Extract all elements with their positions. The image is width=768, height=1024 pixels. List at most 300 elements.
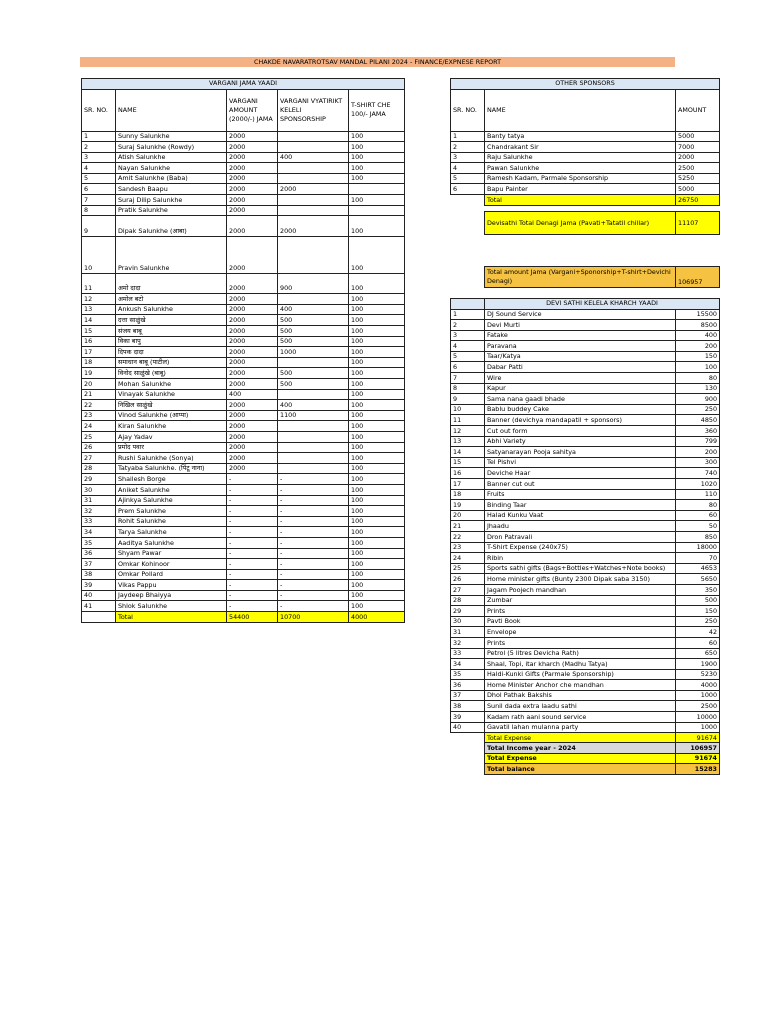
sponsorship-cell: 900 [278,274,349,294]
sr-no-cell: 23 [451,542,485,553]
sr-no-cell: 1 [82,131,116,142]
vargani-amount-cell: - [227,474,278,485]
sr-no-cell: 37 [82,559,116,570]
sr-no-cell: 14 [82,315,116,326]
sr-no-cell: 40 [82,590,116,601]
expense-amount-cell: 18000 [676,542,720,553]
sponsorship-cell: - [278,569,349,580]
sr-no-cell: 11 [82,274,116,294]
total-row [82,612,405,623]
sr-no-cell: 22 [451,531,485,542]
sr-no-cell: 30 [82,484,116,495]
vargani-amount-cell: 2000 [227,152,278,163]
sponsorship-cell [278,163,349,174]
sponsorship-cell [278,357,349,368]
summary-table [484,742,720,775]
name-cell: संजय बाबू [116,326,227,337]
expense-name-cell: Satyanarayan Pooja sahitya [485,447,676,458]
tshirt-cell: 100 [349,601,405,612]
sr-no-cell: 40 [451,722,485,733]
tshirt-cell: 100 [349,590,405,601]
sr-no-cell: 19 [451,500,485,511]
sr-no-cell: 28 [451,595,485,606]
name-cell: Omkar Kohinoor [116,559,227,570]
expense-name-cell: Banner (devichya mandapatil + sponsors) [485,415,676,426]
sponsorship-cell: - [278,548,349,559]
sponsorship-cell: 1000 [278,347,349,358]
sr-no-cell: 15 [82,326,116,337]
table-row [451,173,720,184]
expenses-table [450,298,720,744]
sr-no-cell: 32 [82,506,116,517]
sr-no-cell: 31 [82,495,116,506]
table-row [82,527,405,538]
table-row [451,415,720,426]
vargani-amount-cell: - [227,495,278,506]
expense-name-cell: Envelope [485,627,676,638]
table-row [82,205,405,216]
sr-no-cell: 24 [451,553,485,564]
name-cell: Suraj Salunkhe (Rowdy) [116,142,227,153]
table-row [451,457,720,468]
table-row [451,330,720,341]
sr-no-cell: 3 [451,152,485,163]
table-row [451,404,720,415]
sponsorship-cell [278,237,349,274]
expense-amount-cell: 2500 [676,701,720,712]
total-label: Total [485,195,676,206]
sr-no-cell: 8 [451,383,485,394]
table-row [82,131,405,142]
col-name: NAME [485,89,676,131]
expense-amount-cell: 799 [676,436,720,447]
expense-amount-cell: 200 [676,341,720,352]
expense-amount-cell: 4000 [676,680,720,691]
table-row [451,521,720,532]
sr-no-cell: 9 [451,394,485,405]
table-row [82,495,405,506]
sponsorship-cell: - [278,537,349,548]
sponsorship-cell [278,173,349,184]
name-cell: Sunny Salunkhe [116,131,227,142]
table-row [451,362,720,373]
amount-cell: 2000 [676,152,720,163]
expense-name-cell: Dhol Pathak Bakshis [485,690,676,701]
table-row [82,474,405,485]
sr-no-cell: 39 [82,580,116,591]
summary-amount: 91674 [676,753,720,764]
vargani-amount-cell: 2000 [227,205,278,216]
expenses-heading: DEVI SATHI KELELA KHARCH YAADI [485,299,720,310]
table-row [82,516,405,527]
expense-name-cell: Deviche Haar [485,468,676,479]
name-cell: Tarya Salunkhe [116,527,227,538]
vargani-amount-cell: 2000 [227,142,278,153]
expense-amount-cell: 60 [676,510,720,521]
expense-amount-cell: 250 [676,616,720,627]
sr-no-cell: 34 [82,527,116,538]
sr-no-cell: 6 [451,184,485,195]
table-row [82,590,405,601]
sr-no-cell: 35 [451,669,485,680]
sr-no-cell: 36 [82,548,116,559]
name-cell: अमोल बटो [116,294,227,305]
sr-no-cell: 4 [451,163,485,174]
expense-amount-cell: 5650 [676,574,720,585]
tshirt-cell: 100 [349,421,405,432]
table-row [82,237,405,274]
expense-amount-cell: 400 [676,330,720,341]
sponsorship-cell [278,442,349,453]
vargani-amount-cell: 2000 [227,347,278,358]
sponsorship-cell: 500 [278,336,349,347]
name-cell: दिपक दादा [116,347,227,358]
name-cell: Aaditya Salunkhe [116,537,227,548]
sr-no-cell: 39 [451,712,485,723]
sr-no-cell: 25 [82,431,116,442]
sponsors-heading: OTHER SPONSORS [451,79,720,90]
amount-cell: 5000 [676,184,720,195]
sr-no-cell: 38 [82,569,116,580]
col-sponsorship: VARGANI VYATIRIKT KELELI SPONSORSHIP [278,89,349,131]
tshirt-cell: 100 [349,131,405,142]
table-row [82,195,405,206]
table-row [451,489,720,500]
table-row [82,304,405,315]
expense-name-cell: Home Minister Anchor che mandhan [485,680,676,691]
table-row [82,389,405,400]
name-cell: Mohan Salunkhe [116,379,227,390]
expense-name-cell: Shaal, Topi, itar kharch (Madhu Tatya) [485,659,676,670]
vargani-amount-cell: 2000 [227,315,278,326]
vargani-amount-cell: 2000 [227,379,278,390]
total-vargani: 54400 [227,612,278,623]
amount-cell: 5250 [676,173,720,184]
sr-no-cell: 14 [451,447,485,458]
tshirt-cell: 100 [349,294,405,305]
sponsorship-cell: 2000 [278,216,349,237]
tshirt-cell: 100 [349,400,405,411]
table-row [451,184,720,195]
name-cell: Rushi Salunkhe (Sonya) [116,453,227,464]
name-cell: Sandesh Baapu [116,184,227,195]
sponsorship-cell: 2000 [278,184,349,195]
tshirt-cell: 100 [349,216,405,237]
vargani-amount-cell: 2000 [227,431,278,442]
expense-name-cell: Petrol (5 litres Devicha Rath) [485,648,676,659]
total-row [451,195,720,206]
sponsorship-cell: - [278,601,349,612]
table-row [451,436,720,447]
table-row [451,584,720,595]
table-row [451,690,720,701]
expense-amount-cell: 4653 [676,563,720,574]
expense-name-cell: Abhi Variety [485,436,676,447]
name-cell: Omkar Pollard [116,569,227,580]
sr-no-cell: 1 [451,131,485,142]
sr-no-cell: 38 [451,701,485,712]
name-cell: Chandrakant Sir [485,142,676,153]
expense-amount-cell: 150 [676,351,720,362]
sr-no-cell: 26 [82,442,116,453]
sponsorship-cell: 400 [278,304,349,315]
sr-no-cell: 9 [82,216,116,237]
sr-no-cell: 6 [82,184,116,195]
sponsorship-cell [278,421,349,432]
total-amount: 26750 [676,195,720,206]
sr-no-cell: 12 [451,426,485,437]
sr-no-cell: 20 [82,379,116,390]
sr-no-cell: 41 [82,601,116,612]
table-row [451,479,720,490]
vargani-amount-cell: 2000 [227,237,278,274]
sr-no-cell: 3 [451,330,485,341]
expense-amount-cell: 1000 [676,690,720,701]
name-cell: Amit Salunkhe (Baba) [116,173,227,184]
sr-no-cell: 32 [451,637,485,648]
col-sr-no: SR. NO. [451,89,485,131]
table-row [82,506,405,517]
name-cell: Ajay Yadav [116,431,227,442]
table-row [451,616,720,627]
table-row [82,484,405,495]
vargani-amount-cell: 2000 [227,357,278,368]
sr-no-cell: 15 [451,457,485,468]
name-cell: Nayan Salunkhe [116,163,227,174]
tshirt-cell: 100 [349,336,405,347]
tshirt-cell: 100 [349,304,405,315]
sr-no-cell: 2 [451,142,485,153]
vargani-amount-cell: 2000 [227,421,278,432]
vargani-amount-cell: 2000 [227,304,278,315]
expense-amount-cell: 80 [676,373,720,384]
sr-no-cell: 21 [82,389,116,400]
tshirt-cell: 100 [349,474,405,485]
expense-amount-cell: 42 [676,627,720,638]
sr-no-cell: 25 [451,563,485,574]
report-title: CHAKDE NAVARATROTSAV MANDAL PILANI 2024 - FINANCE/EXPNESE REPORT [80,57,675,67]
table-row [451,531,720,542]
expense-amount-cell: 360 [676,426,720,437]
name-cell: Jaydeep Bhaiyya [116,590,227,601]
tshirt-cell: 100 [349,580,405,591]
table-row [82,315,405,326]
sr-no-cell: 34 [451,659,485,670]
sponsorship-cell [278,294,349,305]
name-cell: Ankush Salunkhe [116,304,227,315]
sponsorship-cell: - [278,474,349,485]
expense-name-cell: Sama nana gaadi bhade [485,394,676,405]
expense-name-cell: Fruits [485,489,676,500]
sr-no-cell: 30 [451,616,485,627]
sr-no-cell: 36 [451,680,485,691]
expense-amount-cell: 60 [676,637,720,648]
sponsorship-cell: - [278,495,349,506]
sponsorship-cell: - [278,506,349,517]
table-row [82,152,405,163]
total-jama-label: Total amount Jama (Vargani+Sponorship+T-shirt+Devichi Denagi) [485,267,676,288]
sr-no-cell: 10 [451,404,485,415]
sr-no-cell: 20 [451,510,485,521]
tshirt-cell: 100 [349,484,405,495]
table-row [82,580,405,591]
expense-amount-cell: 4850 [676,415,720,426]
table-row [82,601,405,612]
sponsorship-cell [278,195,349,206]
table-row [82,173,405,184]
devi-denagi-amount: 11107 [676,212,720,235]
table-row [82,410,405,421]
sr-no-cell: 2 [82,142,116,153]
table-row [82,336,405,347]
expense-name-cell: Jhaadu [485,521,676,532]
summary-row [485,743,720,754]
sr-no-cell: 29 [82,474,116,485]
table-row [451,383,720,394]
sr-no-cell: 31 [451,627,485,638]
sr-no-cell: 27 [82,453,116,464]
name-cell: दत्ता साळुंखे [116,315,227,326]
table-row [82,163,405,174]
table-row [82,400,405,411]
table-row [451,659,720,670]
sponsorship-cell [278,463,349,474]
table-row [451,468,720,479]
sponsors-table [450,78,720,206]
table-row [451,701,720,712]
sr-no-cell: 37 [451,690,485,701]
sponsorship-cell: - [278,516,349,527]
tshirt-cell: 100 [349,389,405,400]
sr-no-cell: 6 [451,362,485,373]
vargani-amount-cell: 2000 [227,326,278,337]
vargani-amount-cell: - [227,559,278,570]
expense-amount-cell: 8500 [676,320,720,331]
col-vargani-amount: VARGANI AMOUNT (2000/-) JAMA [227,89,278,131]
table-row [82,184,405,195]
tshirt-cell: 100 [349,463,405,474]
expense-name-cell: Zumbar [485,595,676,606]
table-row [451,606,720,617]
name-cell: समाधान बाबू (पाटील) [116,357,227,368]
table-row [451,595,720,606]
expense-name-cell: Ribin [485,553,676,564]
sponsorship-cell: 500 [278,326,349,337]
total-expense-amount: 91674 [676,733,720,744]
table-row [82,216,405,237]
sr-no-cell: 18 [82,357,116,368]
expense-amount-cell: 10000 [676,712,720,723]
summary-label: Total Income year - 2024 [485,743,676,754]
expense-name-cell: Devi Murti [485,320,676,331]
tshirt-cell: 100 [349,516,405,527]
vargani-table [81,78,405,623]
expense-name-cell: Sunil dada extra laadu sathi [485,701,676,712]
sr-no-cell: 11 [451,415,485,426]
sponsorship-cell: - [278,580,349,591]
table-row [82,326,405,337]
sr-no-cell: 24 [82,421,116,432]
tshirt-cell: 100 [349,569,405,580]
expense-name-cell: Dabar Patti [485,362,676,373]
expense-name-cell: Bablu buddey Cake [485,404,676,415]
expense-name-cell: Cut out form [485,426,676,437]
expense-name-cell: Halad Kunku Vaat [485,510,676,521]
table-row [451,394,720,405]
table-row [451,163,720,174]
sr-no-cell: 16 [82,336,116,347]
expense-name-cell: Home minister gifts (Bunty 2300 Dipak saba 3150) [485,574,676,585]
expense-amount-cell: 70 [676,553,720,564]
sponsorship-cell [278,431,349,442]
col-tshirt: T-SHIRT CHE 100/- JAMA [349,89,405,131]
vargani-amount-cell: - [227,506,278,517]
sponsorship-cell: - [278,590,349,601]
sponsorship-cell: 1100 [278,410,349,421]
sponsorship-cell: 400 [278,400,349,411]
sponsorship-cell: 500 [278,368,349,379]
tshirt-cell: 100 [349,195,405,206]
sponsorship-cell [278,205,349,216]
vargani-amount-cell: 2000 [227,410,278,421]
sr-no-cell: 21 [451,521,485,532]
table-row [451,351,720,362]
name-cell: Vikas Pappu [116,580,227,591]
vargani-amount-cell: 2000 [227,463,278,474]
name-cell: Pravin Salunkhe [116,237,227,274]
table-row [451,447,720,458]
tshirt-cell: 100 [349,537,405,548]
sr-no-cell: 28 [82,463,116,474]
vargani-amount-cell: - [227,601,278,612]
sr-no-cell: 3 [82,152,116,163]
expense-amount-cell: 500 [676,595,720,606]
sponsorship-cell: - [278,559,349,570]
expense-name-cell: Jagam Poojech mandhan [485,584,676,595]
total-label: Total [116,612,227,623]
summary-label: Total balance [485,764,676,775]
expense-amount-cell: 130 [676,383,720,394]
sr-no-cell: 13 [82,304,116,315]
tshirt-cell: 100 [349,506,405,517]
vargani-amount-cell: - [227,537,278,548]
summary-row [485,764,720,775]
expense-amount-cell: 100 [676,362,720,373]
expense-name-cell: Wire [485,373,676,384]
expense-amount-cell: 250 [676,404,720,415]
tshirt-cell: 100 [349,368,405,379]
expense-name-cell: DJ Sound Service [485,309,676,320]
blank-cell [451,195,485,206]
name-cell: Suraj Dilip Salunkhe [116,195,227,206]
sr-no-cell: 27 [451,584,485,595]
name-cell: Pratik Salunkhe [116,205,227,216]
sr-no-cell: 4 [451,341,485,352]
table-row [451,680,720,691]
vargani-amount-cell: 2000 [227,336,278,347]
name-cell: Ajinkya Salunkhe [116,495,227,506]
blank-cell [82,612,116,623]
name-cell: Atish Salunkhe [116,152,227,163]
sr-no-cell: 7 [82,195,116,206]
expense-amount-cell: 150 [676,606,720,617]
total-jama-amount: 106957 [676,267,720,288]
table-row [82,357,405,368]
sr-no-cell: 17 [82,347,116,358]
table-row [82,347,405,358]
sr-no-cell: 19 [82,368,116,379]
tshirt-cell: 100 [349,152,405,163]
